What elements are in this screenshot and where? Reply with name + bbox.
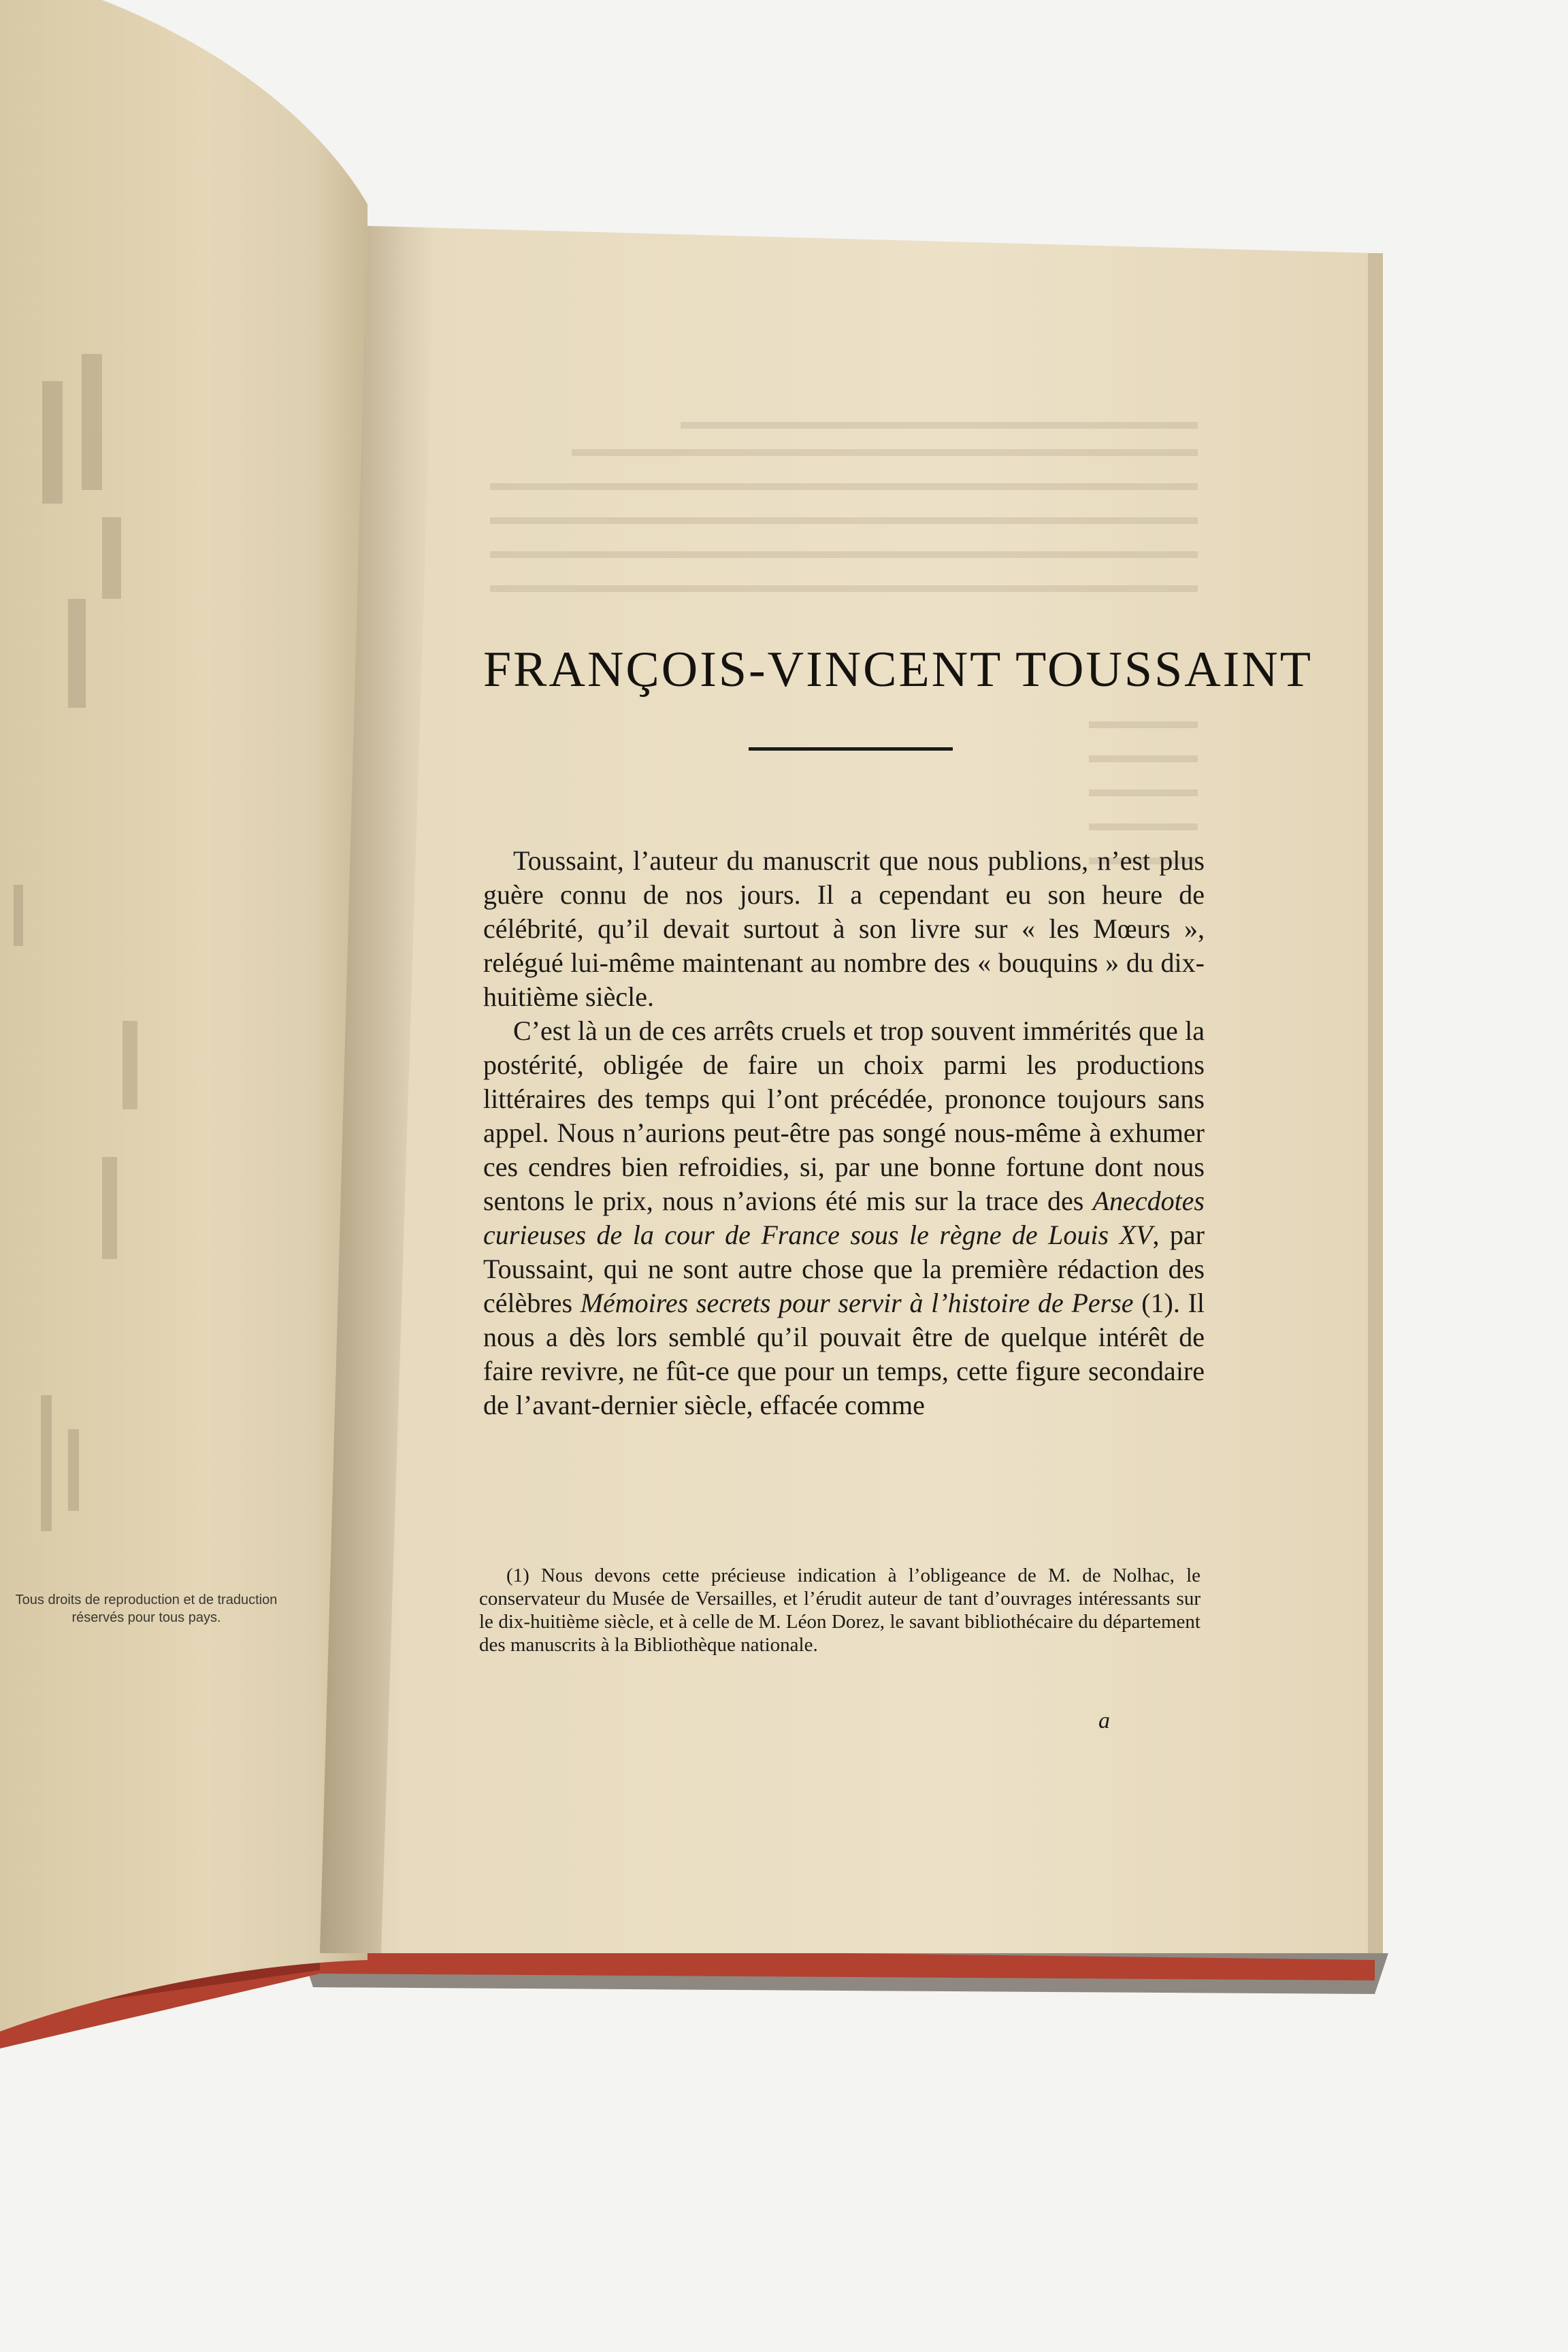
paragraph-2-part-c: (1). Il nous a dès lors semblé qu’il pouvait être de quelque intérêt de faire revivre, ne fût-ce que pour un temps, cette figure secondaire de l’avant-dernier siècle, effacée comme [483, 1288, 1205, 1420]
left-page [0, 0, 368, 2031]
paragraph-2-part-a: C’est là un de ces arrêts cruels et trop souvent immérités que la postérité, obligée de faire un choix parmi les productions littéraires des temps qui l’ont précédée, prononce toujours sans appel. Nous n’aurions peut-être pas songé nous-même à exhumer ces cendres bien refroidies, si, par une bonne fortune dont nous sentons le prix, nous n’avions été mis sur la trace des [483, 1015, 1205, 1216]
signature-mark: a [1098, 1708, 1110, 1733]
footnote: (1) Nous devons cette précieuse indication à l’obligeance de M. de Nolhac, le conservateur du Musée de Versailles, et l’érudit auteur de tant d’ouvrages intéressants sur le dix-huitième siècle, et à celle de M. Léon Dorez, le savant bibliothécaire du département des manuscrits à la Bibliothèque nationale. [479, 1565, 1200, 1656]
rights-notice-line-2: réservés pour tous pays. [71, 1610, 221, 1625]
paragraph-1: Toussaint, l’auteur du manuscrit que nous publions, n’est plus guère connu de nos jours. Il a cependant eu son heure de célébrité, qu’il devait surtout à son livre sur « les Mœurs », relégué lui-même maintenant au nombre des « bouquins » du dix-huitième siècle. [483, 845, 1205, 1012]
paragraph-2-part-b: , par Toussaint, qui ne sont autre chose que la première rédaction des célèbres [483, 1220, 1205, 1318]
rights-notice [0, 1591, 293, 1627]
book-title-anecdotes: Anecdotes curieuses de la cour de France sous le règne de Louis XV [483, 1186, 1205, 1250]
chapter-title: FRANÇOIS-VINCENT TOUSSAINT [483, 642, 1313, 698]
book-title-memoires: Mémoires secrets pour servir à l’histoire de Perse [580, 1288, 1134, 1318]
rights-notice-line-1: Tous droits de reproduction et de traduction [15, 1592, 278, 1607]
